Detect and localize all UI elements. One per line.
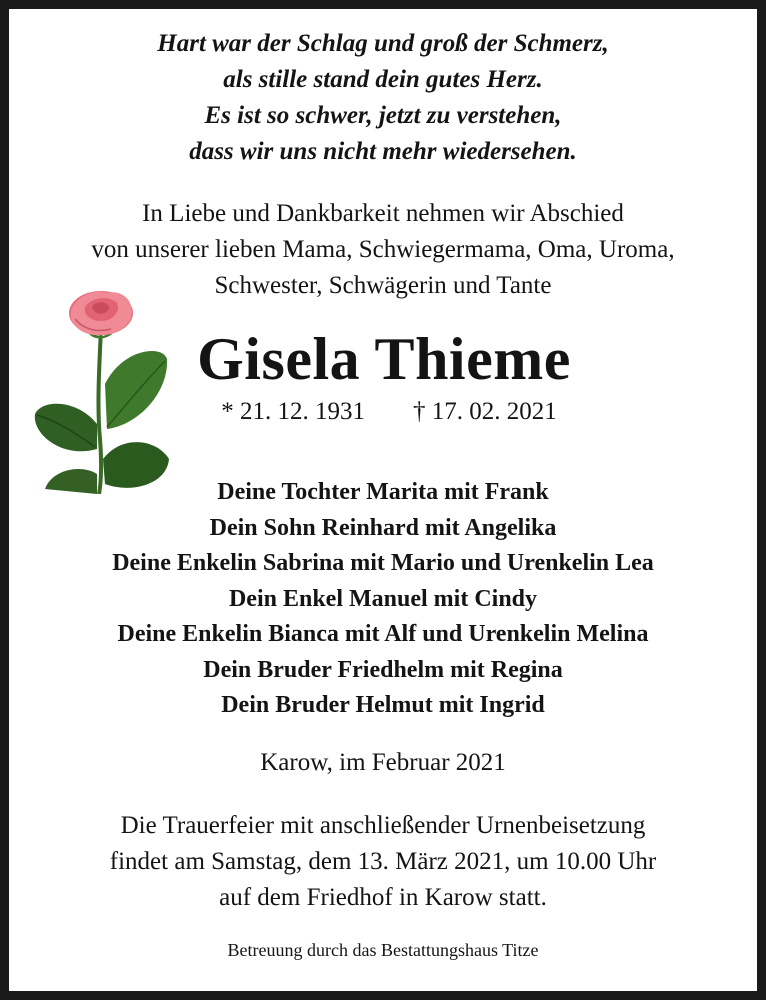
life-dates [189, 394, 589, 430]
intro-line: In Liebe und Dankbarkeit nehmen wir Abschied [142, 200, 624, 227]
intro-line: von unserer lieben Mama, Schwiegermama, Oma, Uroma, [91, 236, 675, 263]
rose-icon [27, 289, 172, 494]
ceremony-line: auf dem Friedhof in Karow statt. [219, 884, 547, 911]
memorial-poem [9, 26, 757, 170]
obituary-notice [9, 9, 757, 991]
mourner-line: Dein Enkel Manuel mit Cindy [228, 585, 538, 612]
mourner-line: Dein Sohn Reinhard mit Angelika [209, 514, 557, 541]
ceremony-line: findet am Samstag, dem 13. März 2021, um 10.00 Uhr [109, 848, 657, 875]
mourner-line: Deine Enkelin Sabrina mit Mario und Urenkelin Lea [112, 550, 654, 576]
mourner-line: Dein Bruder Helmut mit Ingrid [221, 692, 545, 718]
funeral-home-credit: Betreuung durch das Bestattungshaus Titze [227, 940, 539, 960]
poem-line: Hart war der Schlag und groß der Schmerz, [157, 30, 609, 57]
mourner-line: Deine Tochter Marita mit Frank [217, 479, 549, 505]
poem-line: Es ist so schwer, jetzt zu verstehen, [204, 102, 562, 129]
intro-line: Schwester, Schwägerin und Tante [214, 272, 552, 299]
farewell-intro [9, 196, 757, 304]
mourner-line: Dein Bruder Friedhelm mit Regina [203, 656, 563, 683]
poem-line: dass wir uns nicht mehr wiedersehen. [189, 138, 577, 165]
deceased-name: Gisela Thieme [197, 326, 571, 392]
birth-date: * 21. 12. 1931 [221, 398, 365, 425]
ceremony-line: Die Trauerfeier mit anschließender Urnenbeisetzung [120, 812, 646, 839]
ceremony-info [9, 808, 757, 916]
place-and-date: Karow, im Februar 2021 [260, 749, 506, 776]
mourner-line: Deine Enkelin Bianca mit Alf und Urenkelin Melina [117, 621, 649, 647]
death-date: † 17. 02. 2021 [413, 398, 557, 425]
mourners-list [9, 475, 757, 724]
poem-line: als stille stand dein gutes Herz. [223, 66, 543, 93]
